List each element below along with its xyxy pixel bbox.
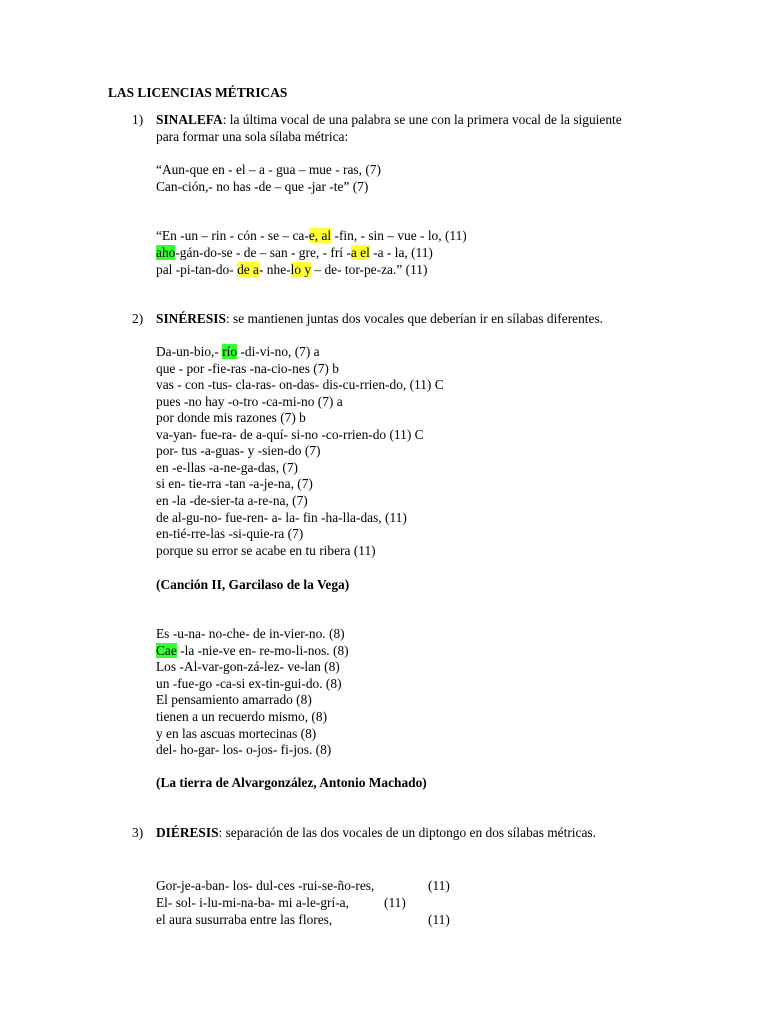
highlight: a el xyxy=(350,245,370,260)
citation: (La tierra de Alvargonzález, Antonio Machado) xyxy=(156,775,427,790)
poem-line: Da-un-bio,- río -di-vi-no, (7) a xyxy=(156,344,320,359)
poem-line: pues -no hay -o-tro -ca-mi-no (7) a xyxy=(156,394,343,409)
citation: (Canción II, Garcilaso de la Vega) xyxy=(156,577,350,592)
highlight: lo y xyxy=(290,262,312,277)
poem-line: si en- tie-rra -tan -a-je-na, (7) xyxy=(156,476,313,491)
example-line: “Aun-que en - el – a - gua – mue - ras, (7) xyxy=(156,162,381,177)
highlight: Cae xyxy=(156,643,177,658)
poem-line: en-tié-rre-las -si-quie-ra (7) xyxy=(156,526,304,541)
syllable-count: (11) xyxy=(384,895,406,910)
syllable-count: (11) xyxy=(428,912,450,927)
example-line: Can-ción,- no has -de – que -jar -te” (7) xyxy=(156,179,369,194)
poem-line: por- tus -a-guas- y -sien-do (7) xyxy=(156,443,321,458)
sinalefa-definition-cont: para formar una sola sílaba métrica: xyxy=(156,129,349,144)
poem-line: El- sol- i-lu-mi-na-ba- mi a-le-grí-a, (11) xyxy=(156,895,406,910)
poem-line: un -fue-go -ca-si ex-tin-gui-do. (8) xyxy=(156,676,342,691)
poem-line: en -la -de-sier-ta a-re-na, (7) xyxy=(156,493,308,508)
poem-line: Los -Al-var-gon-zá-lez- ve-lan (8) xyxy=(156,659,340,674)
highlight: río xyxy=(222,344,238,359)
example-line: “En -un – rin - cón - se – ca-e, al -fin, - sin – vue - lo, (11) xyxy=(156,228,467,243)
sineresis-definition: SINÉRESIS: se mantienen juntas dos vocales que deberían ir en sílabas diferentes. xyxy=(156,311,604,326)
section-number-2: 2) xyxy=(132,311,144,326)
highlight: aho xyxy=(156,245,176,260)
page-title: LAS LICENCIAS MÉTRICAS xyxy=(108,85,288,100)
poem-line: de al-gu-no- fue-ren- a- la- fin -ha-lla-das, (11) xyxy=(156,510,407,525)
poem-line: Cae -la -nie-ve en- re-mo-li-nos. (8) xyxy=(156,643,349,658)
poem-line: El pensamiento amarrado (8) xyxy=(156,692,312,707)
example-line: pal -pi-tan-do- de a- nhe-lo y – de- tor-pe-za.” (11) xyxy=(156,262,428,277)
syllable-count: (11) xyxy=(428,878,450,893)
poem-line: Es -u-na- no-che- de in-vier-no. (8) xyxy=(156,626,345,641)
poem-line: del- ho-gar- los- o-jos- fi-jos. (8) xyxy=(156,742,332,757)
highlight: de a xyxy=(237,262,259,277)
poem-line: vas - con -tus- cla-ras- on-das- dis-cu-rrien-do, (11) C xyxy=(156,377,444,392)
poem-line: Gor-je-a-ban- los- dul-ces -rui-se-ño-res, (11) xyxy=(156,878,450,893)
example-line: aho-gán-do-se - de – san - gre, - frí -a el -a - la, (11) xyxy=(156,245,433,260)
sinalefa-definition: SINALEFA: la última vocal de una palabra se une con la primera vocal de la siguiente xyxy=(156,112,622,127)
poem-line: el aura susurraba entre las flores, (11) xyxy=(156,912,450,927)
section-number-3: 3) xyxy=(132,825,144,840)
section-number-1: 1) xyxy=(132,112,144,127)
poem-line: porque su error se acabe en tu ribera (11) xyxy=(156,543,376,558)
poem-line: en -e-llas -a-ne-ga-das, (7) xyxy=(156,460,299,475)
poem-line: por donde mis razones (7) b xyxy=(156,410,306,425)
dieresis-definition: DIÉRESIS: separación de las dos vocales de un diptongo en dos sílabas métricas. xyxy=(156,825,596,840)
highlight: e, al xyxy=(308,228,332,243)
poem-line: y en las ascuas mortecinas (8) xyxy=(156,726,317,741)
poem-line: que - por -fie-ras -na-cio-nes (7) b xyxy=(156,361,339,376)
poem-line: va-yan- fue-ra- de a-quí- si-no -co-rrien-do (11) C xyxy=(156,427,424,442)
poem-line: tienen a un recuerdo mismo, (8) xyxy=(156,709,328,724)
